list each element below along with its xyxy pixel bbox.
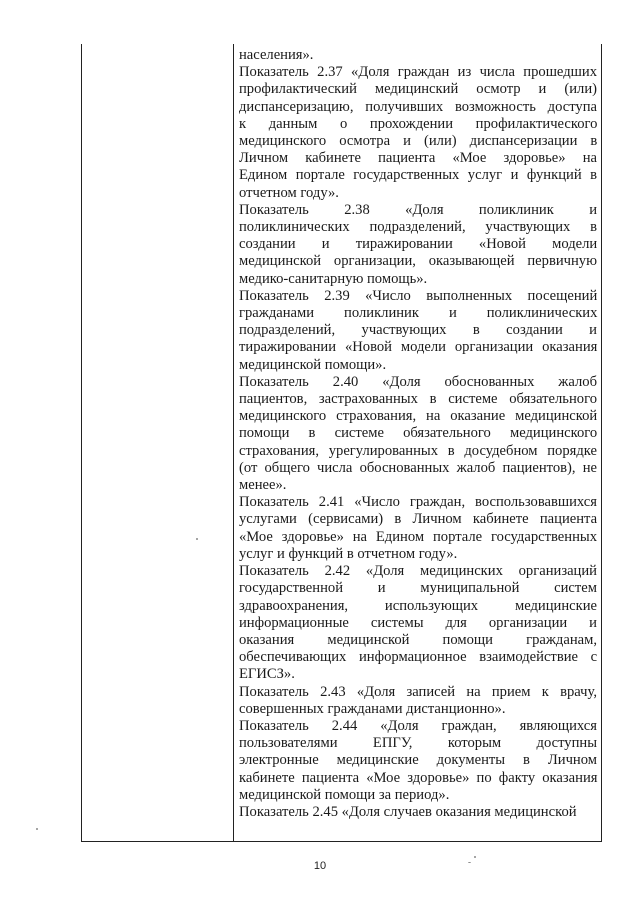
text-line: услугами (сервисами) в Личном кабинете пациента bbox=[239, 511, 598, 528]
text-line: (от общего числа обоснованных жалоб пациентов), не bbox=[239, 459, 597, 476]
text-line: медицинской помощи». bbox=[239, 356, 387, 373]
text-line: Показатель 2.39 «Число выполненных посещений bbox=[239, 287, 598, 304]
text-line: профилактический медицинский осмотр и (или) bbox=[239, 81, 597, 98]
text-line: отчетном году». bbox=[239, 184, 339, 201]
text-line: Показатель 2.44 «Доля граждан, являющихся bbox=[239, 717, 597, 734]
text-line: гражданами поликлиник и поликлинических bbox=[239, 305, 598, 322]
text-line: кабинете пациента «Мое здоровье» по факту оказания bbox=[239, 769, 598, 786]
text-line: совершенных гражданами дистанционно». bbox=[239, 700, 506, 717]
text-line: медицинского страхования, на оказание медицинской bbox=[239, 408, 598, 425]
text-line: электронные медицинские документы в Личном bbox=[239, 752, 597, 769]
text-line: пользователями ЕПГУ, которым доступны bbox=[239, 735, 597, 752]
text-line: к данным о прохождении профилактического bbox=[239, 115, 598, 132]
text-line: Показатель 2.41 «Число граждан, воспользовавшихся bbox=[239, 494, 597, 511]
text-line: медицинской помощи за период». bbox=[239, 786, 450, 803]
text-line: Показатель 2.38 «Доля поликлиник и bbox=[239, 201, 598, 218]
scan-speck bbox=[196, 538, 198, 540]
text-line: Показатель 2.40 «Доля обоснованных жалоб bbox=[239, 373, 597, 390]
text-line: ЕГИСЗ». bbox=[239, 666, 295, 683]
indicator-paragraph bbox=[239, 563, 597, 683]
text-line: Показатель 2.43 «Доля записей на прием к врачу, bbox=[239, 683, 597, 700]
indicator-paragraph bbox=[239, 494, 597, 563]
text-line: государственной и муниципальной систем bbox=[239, 580, 597, 597]
scan-speck bbox=[36, 828, 38, 830]
text-line: Показатель 2.45 «Доля случаев оказания медицинской bbox=[239, 803, 577, 820]
indicator-table bbox=[81, 44, 602, 842]
page-number: 10 bbox=[313, 860, 327, 872]
text-line: менее». bbox=[239, 477, 287, 494]
indicator-paragraph bbox=[239, 64, 597, 202]
scan-speck bbox=[474, 856, 476, 858]
indicator-paragraph bbox=[239, 202, 597, 288]
text-line: Личном кабинете пациента «Мое здоровье» на bbox=[239, 150, 597, 167]
text-line: создании и тиражировании «Новой модели bbox=[239, 236, 598, 253]
text-line: тиражировании «Новой модели организации оказания bbox=[239, 339, 598, 356]
indicator-paragraph bbox=[239, 374, 597, 494]
column-divider bbox=[233, 44, 234, 841]
text-line: услуг и функций в отчетном году». bbox=[239, 545, 458, 562]
text-line: страхования, урегулированных в досудебном порядке bbox=[239, 442, 597, 459]
indicator-paragraph bbox=[239, 718, 597, 804]
text-line: поликлинических подразделений, участвующих в bbox=[239, 219, 597, 236]
indicator-paragraph bbox=[239, 47, 597, 64]
text-line: подразделений, участвующих в создании и bbox=[239, 322, 597, 339]
text-line: Едином портале государственных услуг и функций в bbox=[239, 167, 597, 184]
text-line: информационные системы для организации и bbox=[239, 614, 597, 631]
indicator-paragraph bbox=[239, 804, 597, 821]
text-line: помощи в системе обязательного медицинского bbox=[239, 425, 598, 442]
text-line: обеспечивающих информационное взаимодействие с bbox=[239, 649, 598, 666]
text-line: диспансеризацию, получивших возможность доступа bbox=[239, 98, 597, 115]
text-line: медико-санитарную помощь». bbox=[239, 270, 428, 287]
text-line: Показатель 2.37 «Доля граждан из числа прошедших bbox=[239, 64, 597, 81]
text-line: пациентов, застрахованных в системе обязательного bbox=[239, 391, 597, 408]
text-line: медицинской организации, оказывающей первичную bbox=[239, 253, 597, 270]
indicator-paragraph bbox=[239, 684, 597, 718]
table-left-cell bbox=[82, 44, 233, 841]
text-line: оказания медицинской помощи гражданам, bbox=[239, 631, 597, 648]
text-line: населения». bbox=[239, 47, 314, 63]
text-line: «Мое здоровье» на Едином портале государственных bbox=[239, 528, 597, 545]
text-line: Показатель 2.42 «Доля медицинских организаций bbox=[239, 563, 597, 580]
indicator-paragraph bbox=[239, 288, 597, 374]
table-right-cell bbox=[239, 47, 597, 821]
text-line: здравоохранения, использующих медицинские bbox=[239, 597, 597, 614]
text-line: медицинского осмотра и (или) диспансеризации в bbox=[239, 133, 598, 150]
